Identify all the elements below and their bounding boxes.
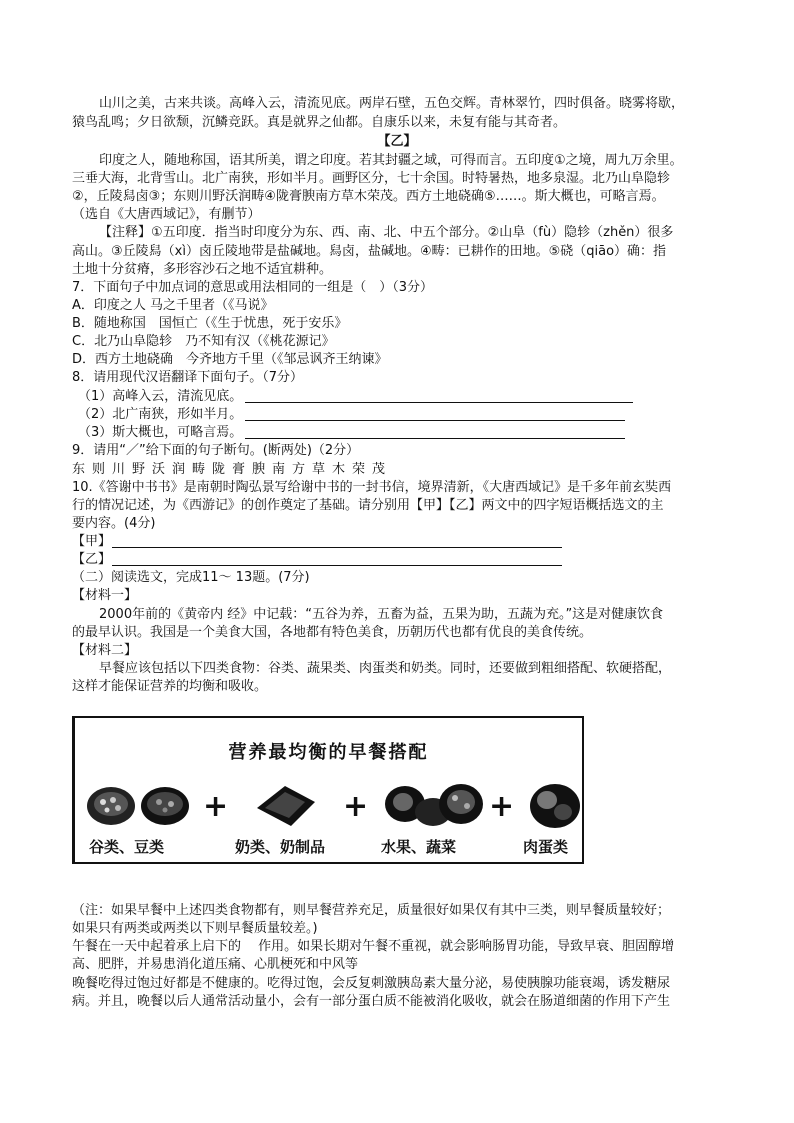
food-category-label: 肉蛋类 xyxy=(523,838,569,856)
section-2-heading: （二）阅读选文，完成11～ 13题。(7分) xyxy=(72,570,310,585)
plus-sign: + xyxy=(489,789,515,824)
plus-sign: + xyxy=(203,789,229,824)
lunch-paragraph-line: 午餐在一天中起着承上启下的 作用。如果长期对午餐不重视，就会影响肠胃功能，导致早衰、胆固醇增 xyxy=(72,939,675,954)
dairy-icon xyxy=(251,778,321,832)
question-7-option-a: A．印度之人 马之千里者（《马说》 xyxy=(72,298,274,313)
dinner-paragraph-line: 病。并且，晚餐以后人通常活动量小，会有一部分蛋白质不能被消化吸收，就会在肠道细菌的作用下产生 xyxy=(72,994,671,1009)
passage-source: （选自《大唐西域记》，有删节） xyxy=(72,207,261,222)
food-category-label: 水果、蔬菜 xyxy=(381,838,457,856)
material-2-line: 这样才能保证营养的均衡和吸收。 xyxy=(72,679,268,694)
answer-line[interactable] xyxy=(245,402,633,403)
annotation-line: 高山。③丘陵舄（xì）卤丘陵地带是盐碱地。舄卤，盐碱地。④畴：已耕作的田地。⑤硗（qiāo）确：指 xyxy=(72,244,667,259)
question-10-line: 要内容。(4分) xyxy=(72,516,156,531)
question-9-stem: 9．请用“／”给下面的句子断句。(断两处)（2分） xyxy=(72,443,360,458)
passage-jia-line: 山川之美，古来共谈。高峰入云，清流见底。两岸石壁，五色交辉。青林翠竹，四时俱备。晓雾将歇， xyxy=(99,96,685,111)
material-2-title: 【材料二】 xyxy=(72,643,138,658)
dinner-paragraph-line: 晚餐吃得过饱过好都是不健康的。吃得过饱，会反复刺激胰岛素大量分泌，易使胰腺功能衰竭，诱发糖尿 xyxy=(72,976,671,991)
annotation-line: 土地十分贫瘠，多形容沙石之地不适宜耕种。 xyxy=(72,262,333,277)
answer-line[interactable] xyxy=(112,547,562,548)
question-10-line: 行的情况记述，为《西游记》的创作奠定了基础。请分别用【甲】【乙】两文中的四字短语概括选文的主 xyxy=(72,498,664,513)
answer-label-yi: 【乙】 xyxy=(72,552,112,567)
infographic-note-line: 如果只有两类或两类以下则早餐质量较差。) xyxy=(72,921,318,936)
passage-yi-line: 印度之人，随地称国，语其所美，谓之印度。若其封疆之域，可得而言。五印度①之境，周九万余里。 xyxy=(99,153,683,168)
question-8-sentence-2: （2）北广南狭，形如半月。 xyxy=(78,407,243,422)
lunch-paragraph-line: 高、肥胖，并易患消化道压痛、心肌梗死和中风等 xyxy=(72,957,359,972)
infographic-title: 营养最均衡的早餐搭配 xyxy=(228,742,429,763)
question-8-stem: 8．请用现代汉语翻译下面句子。（7分） xyxy=(72,370,304,385)
material-1-line: 的最早认识。我国是一个美食大国，各地都有特色美食，历朝历代也都有优良的美食传统。 xyxy=(72,625,593,640)
answer-line[interactable] xyxy=(245,438,625,439)
question-7-option-d: D．西方土地硗确 今齐地方千里（《邹忌讽齐王纳谏》 xyxy=(72,352,388,367)
question-7-option-b: B．随地称国 国恒亡（《生于忧患，死于安乐》 xyxy=(72,316,348,331)
question-10-line: 10.《答谢中书书》是南朝时陶弘景写给谢中书的一封书信，境界清新，《大唐西域记》是千多年前玄奘西 xyxy=(72,480,672,495)
food-category-label: 奶类、奶制品 xyxy=(235,838,326,856)
question-7-stem: 7．下面句子中加点词的意思或用法相同的一组是（ ）（3分） xyxy=(72,280,434,295)
answer-line[interactable] xyxy=(245,420,625,421)
food-category-label: 谷类、豆类 xyxy=(89,838,165,856)
passage-yi-line: ②，丘陵舄卤③；东则川野沃润畴④陇膏腴南方草木荣茂。西方土地硗确⑤……。斯大概也，可略言焉。 xyxy=(72,189,665,204)
answer-line[interactable] xyxy=(112,565,562,566)
breakfast-infographic xyxy=(72,716,584,864)
grains-beans-icon xyxy=(83,780,193,830)
question-8-sentence-3: （3）斯大概也，可略言焉。 xyxy=(78,425,243,440)
plus-sign: + xyxy=(343,789,369,824)
infographic-note-line: （注：如果早餐中上述四类食物都有，则早餐营养充足，质量很好如果仅有其中三类，则早餐质量较好； xyxy=(72,903,671,918)
material-2-line: 早餐应该包括以下四类食物：谷类、蔬果类、肉蛋类和奶类。同时，还要做到粗细搭配、软硬搭配， xyxy=(99,661,672,676)
material-1-line: 2000年前的《黄帝内 经》中记载：“五谷为养，五畜为益，五果为助，五蔬为充。”这是对健康饮食 xyxy=(99,607,664,622)
answer-label-jia: 【甲】 xyxy=(72,534,112,549)
passage-yi-line: 三垂大海，北背雪山。北广南狭，形如半月。画野区分，七十余国。时特暑热，地多泉湿。北乃山阜隐轸 xyxy=(72,171,671,186)
question-7-option-c: C．北乃山阜隐轸 乃不知有汉（《桃花源记》 xyxy=(72,334,335,349)
meat-egg-icon xyxy=(527,778,583,834)
passage-yi-heading: 【乙】 xyxy=(377,134,417,149)
annotation-line: 【注释】①五印度．指当时印度分为东、西、南、北、中五个部分。②山阜（fù）隐轸（zhěn）很多 xyxy=(99,225,674,240)
passage-jia-line: 猿鸟乱鸣；夕日欲颓，沉鳞竞跃。真是就界之仙都。自康乐以来，未复有能与其奇者。 xyxy=(72,115,567,130)
question-9-sentence: 东则川野沃润畴陇膏腴南方草木荣茂 xyxy=(72,462,393,477)
question-8-sentence-1: （1）高峰入云，清流见底。 xyxy=(78,389,243,404)
fruit-vegetable-icon xyxy=(381,774,485,834)
material-1-title: 【材料一】 xyxy=(72,588,138,603)
